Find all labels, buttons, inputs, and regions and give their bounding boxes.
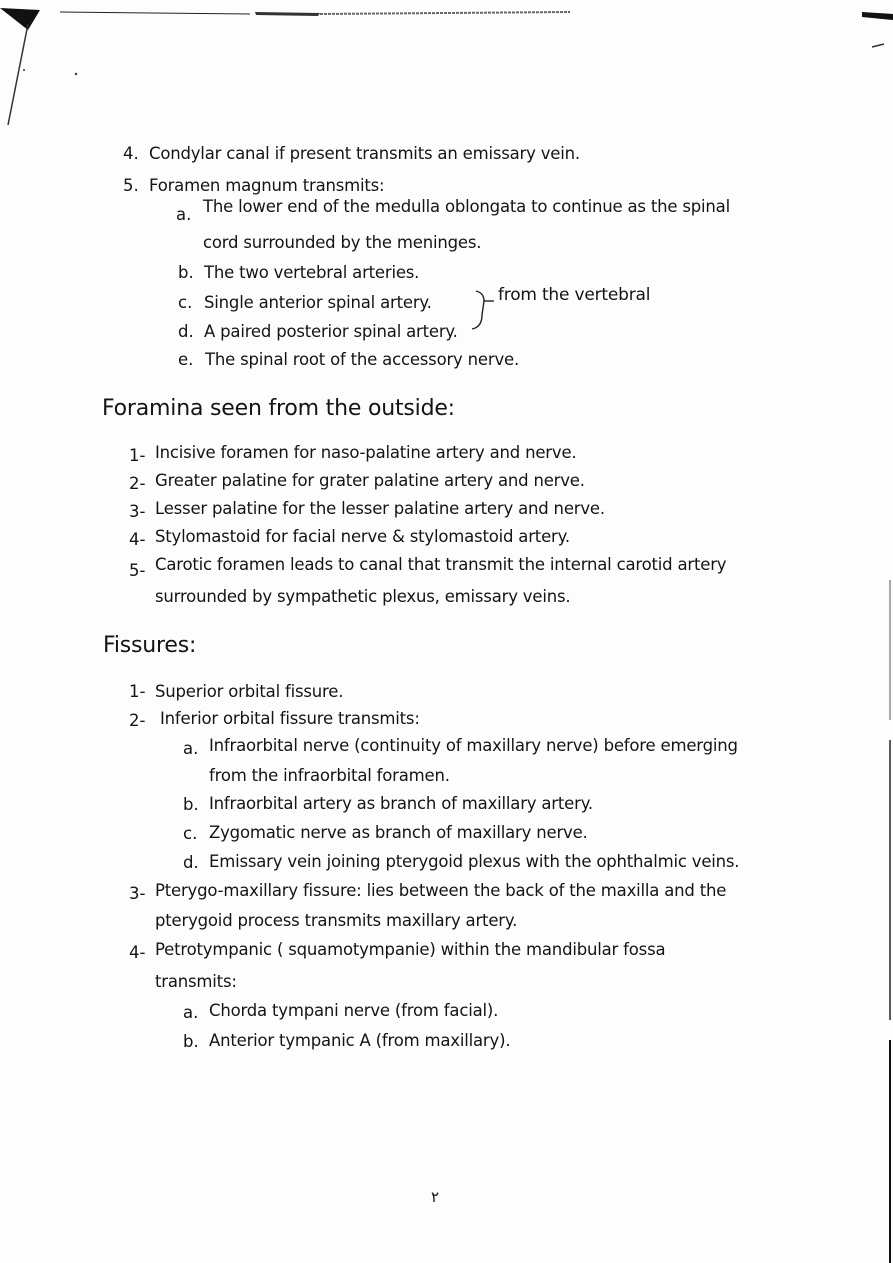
page-number: ٢ [431,1188,440,1206]
outside-item-2-number: 2- [129,474,146,493]
sub-a-line-2: cord surrounded by the meninges. [203,233,482,252]
fissure-4-number: 4- [129,943,146,962]
inferior-sub-a-line-2: from the infraorbital foramen. [209,766,450,785]
outside-item-3-text: Lesser palatine for the lesser palatine artery and nerve. [155,499,605,518]
fissure-4-line-2: transmits: [155,972,237,991]
fissure-3-line-1: Pterygo-maxillary fissure: lies between the back of the maxilla and the [155,881,727,900]
inferior-sub-c-text: Zygomatic nerve as branch of maxillary nerve. [209,823,588,842]
fissure-1-number: 1- [129,682,146,701]
outside-item-4-text: Stylomastoid for facial nerve & stylomastoid artery. [155,527,570,546]
sub-a-line-1: The lower end of the medulla oblongata to continue as the spinal [203,197,730,216]
inferior-sub-d-number: d. [183,853,199,872]
outside-item-2-text: Greater palatine for grater palatine artery and nerve. [155,471,585,490]
brace-note: from the vertebral [498,285,651,305]
outside-heading: Foramina seen from the outside: [102,396,455,421]
sub-b-text: The two vertebral arteries. [204,263,420,282]
sub-e-text: The spinal root of the accessory nerve. [205,350,520,369]
petro-sub-a-text: Chorda tympani nerve (from facial). [209,1001,499,1020]
fissure-3-line-2: pterygoid process transmits maxillary artery. [155,911,518,930]
inferior-sub-a-number: a. [183,739,199,758]
outside-item-1-number: 1- [129,446,146,465]
item-5-text: Foramen magnum transmits: [149,176,385,195]
sub-a-number: a. [176,205,192,224]
sub-e-number: e. [178,350,194,369]
fissure-4-line-1: Petrotympanic ( squamotympanie) within the mandibular fossa [155,940,666,959]
inferior-sub-a-line-1: Infraorbital nerve (continuity of maxillary nerve) before emerging [209,736,738,755]
outside-item-4-number: 4- [129,530,146,549]
inferior-sub-b-number: b. [183,795,199,814]
fissure-2-text: Inferior orbital fissure transmits: [160,709,420,728]
inferior-sub-b-text: Infraorbital artery as branch of maxillary artery. [209,794,593,813]
outside-item-5-number: 5- [129,561,146,580]
sub-c-text: Single anterior spinal artery. [204,293,432,312]
sub-b-number: b. [178,263,194,282]
brace-icon [470,285,500,335]
outside-item-5-line-1: Carotic foramen leads to canal that transmit the internal carotid artery [155,555,727,574]
sub-d-number: d. [178,322,194,341]
item-5-number: 5. [123,176,139,195]
outside-item-1-text: Incisive foramen for naso-palatine artery and nerve. [155,443,577,462]
outside-item-5-line-2: surrounded by sympathetic plexus, emissary veins. [155,587,571,606]
inferior-sub-d-text: Emissary vein joining pterygoid plexus with the ophthalmic veins. [209,852,740,871]
petro-sub-b-number: b. [183,1032,199,1051]
outside-item-3-number: 3- [129,502,146,521]
fissure-2-number: 2- [129,711,146,730]
inferior-sub-c-number: c. [183,824,198,843]
item-4-text: Condylar canal if present transmits an emissary vein. [149,144,580,163]
petro-sub-b-text: Anterior tympanic A (from maxillary). [209,1031,511,1050]
petro-sub-a-number: a. [183,1003,199,1022]
fissure-3-number: 3- [129,884,146,903]
sub-d-text: A paired posterior spinal artery. [204,322,458,341]
fissure-1-text: Superior orbital fissure. [155,682,344,701]
sub-c-number: c. [178,293,193,312]
fissures-heading: Fissures: [103,633,197,658]
item-4-number: 4. [123,144,139,163]
right-edge-shadow [886,140,893,1263]
scan-edge-artifacts [0,0,893,140]
